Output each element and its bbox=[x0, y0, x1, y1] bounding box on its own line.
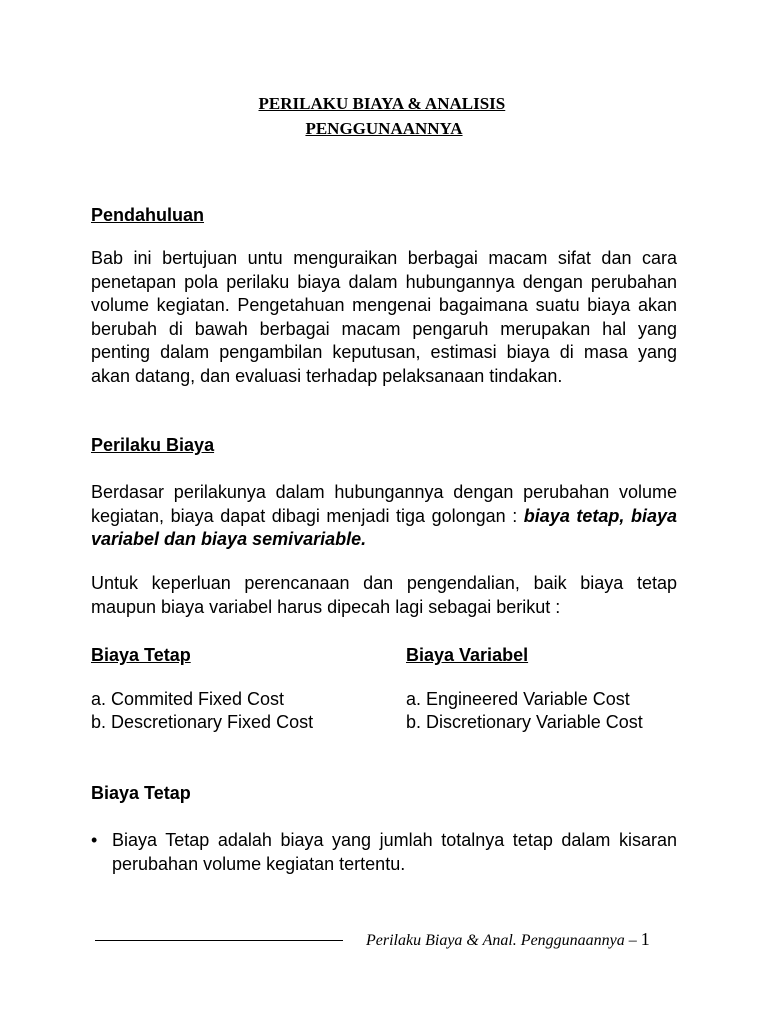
document-title-line-1: PERILAKU BIAYA & ANALISIS bbox=[258, 94, 506, 113]
variable-cost-column-heading: Biaya Variabel bbox=[406, 645, 529, 665]
bullet-icon: • bbox=[91, 830, 98, 850]
fixed-cost-item: b. Descretionary Fixed Cost bbox=[91, 712, 314, 732]
fixed-cost-section-heading: Biaya Tetap bbox=[91, 783, 191, 803]
document-title-line-2: PENGGUNAANNYA bbox=[305, 119, 463, 138]
footer-separator: – bbox=[628, 932, 637, 949]
variable-cost-item: a. Engineered Variable Cost bbox=[406, 689, 630, 709]
intro-heading: Pendahuluan bbox=[91, 205, 205, 225]
fixed-cost-column-heading: Biaya Tetap bbox=[91, 645, 191, 665]
behavior-heading: Perilaku Biaya bbox=[91, 435, 215, 455]
behavior-paragraph-1-text: Berdasar perilakunya dalam hubungannya dengan perubahan volume kegiatan, biaya dapat dibagi menjadi tiga golongan : bbox=[91, 482, 677, 526]
fixed-cost-bullet-text: Biaya Tetap adalah biaya yang jumlah totalnya tetap dalam kisaran perubahan volume kegiatan tertentu. bbox=[112, 830, 677, 874]
intro-paragraph: Bab ini bertujuan untu menguraikan berbagai macam sifat dan cara penetapan pola perilaku biaya dalam hubungannya dengan perubahan volume kegiatan. Pengetahuan mengenai bagaimana suatu biaya akan berubah di bawah berbagai macam pengaruh merupakan hal yang penting dalam pengambilan keputusan, estimasi biaya di masa yang akan datang, dan evaluasi terhadap pelaksanaan tindakan. bbox=[91, 248, 677, 386]
fixed-cost-bullet bbox=[91, 828, 677, 876]
footer-running-title: Perilaku Biaya & Anal. Penggunaannya bbox=[366, 932, 625, 949]
behavior-paragraph-1 bbox=[91, 481, 677, 552]
page-footer bbox=[366, 928, 650, 952]
cost-types-emphasis: biaya tetap, biaya variabel dan biaya semivariable. bbox=[91, 505, 677, 549]
page-number: 1 bbox=[640, 929, 650, 949]
fixed-cost-item: a. Commited Fixed Cost bbox=[91, 689, 285, 709]
footer-rule bbox=[95, 940, 343, 941]
behavior-paragraph-2: Untuk keperluan perencanaan dan pengendalian, baik biaya tetap maupun biaya variabel harus dipecah lagi sebagai berikut : bbox=[91, 573, 677, 617]
variable-cost-item: b. Discretionary Variable Cost bbox=[406, 712, 643, 732]
